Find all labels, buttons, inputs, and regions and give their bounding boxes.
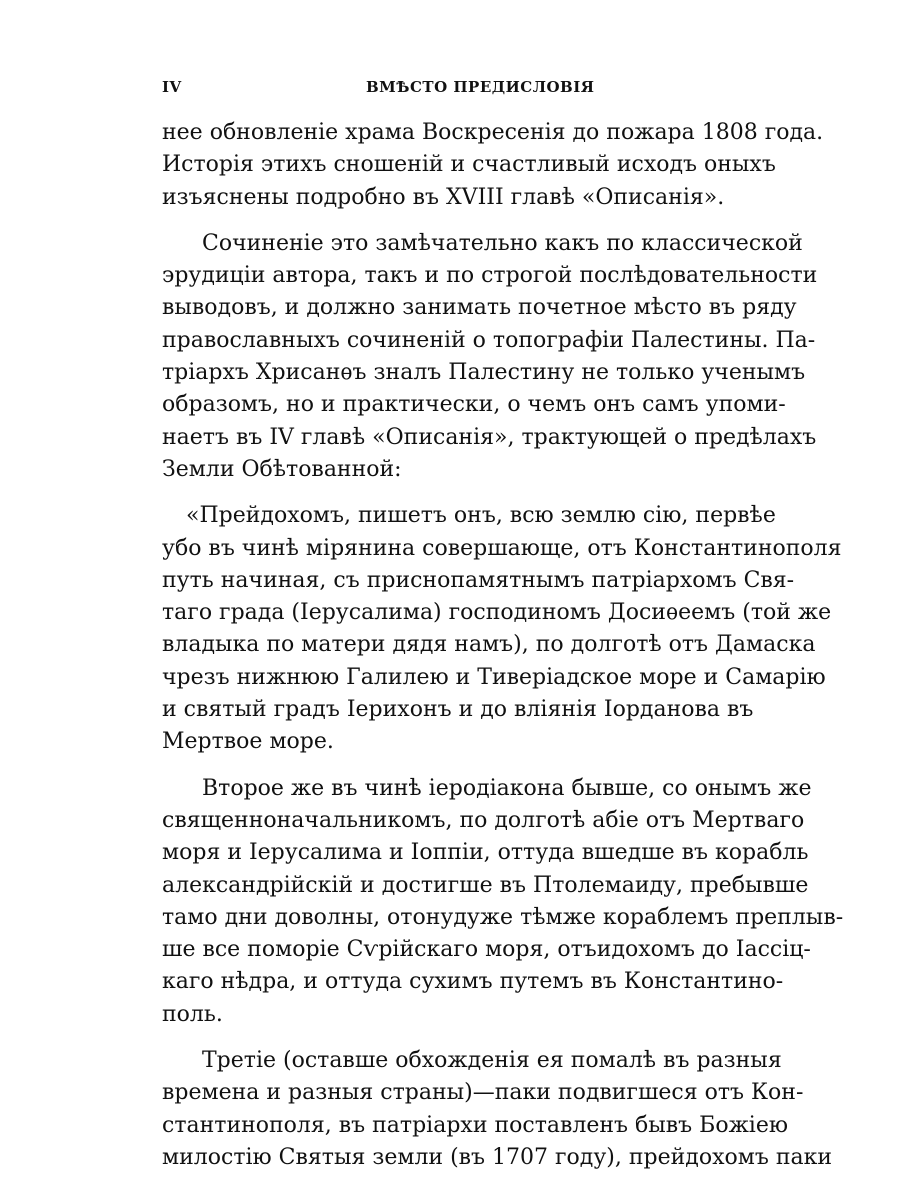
text-line: эрудиціи автора, такъ и по строгой послѣдовательности <box>162 263 818 289</box>
paragraph <box>162 1045 833 1174</box>
text-line: Исторія этихъ сношеній и счастливый исходъ оныхъ <box>162 152 776 178</box>
text-line: изъяснены подробно въ XVIII главѣ «Описанія». <box>162 184 725 210</box>
text-line: Мертвое море. <box>162 729 334 755</box>
text-line: священноначальникомъ, по долготѣ абіе отъ Мертваго <box>162 807 805 833</box>
text-line: православныхъ сочиненій о топографіи Палестины. Па- <box>162 327 816 353</box>
text-line: каго нѣдра, и оттуда сухимъ путемъ въ Константино- <box>162 969 784 995</box>
text-line: моря и Іерусалима и Іоппіи, оттуда вшедше въ корабль <box>162 840 809 866</box>
text-line: стантинополя, въ патріархи поставленъ бывъ Божіею <box>162 1112 789 1138</box>
paragraph-gap <box>162 1031 737 1045</box>
text-line: тамо дни доволны, отонудуже тѣмже кораблемъ преплыв- <box>162 904 844 930</box>
text-line: образомъ, но и практически, о чемъ онъ самъ упоми- <box>162 392 786 418</box>
text-line: и святый градъ Іерихонъ и до вліянія Іорданова въ <box>162 697 754 723</box>
text-line: чрезъ нижнюю Галилею и Тиверіадское море и Самарію <box>162 664 826 690</box>
running-title: ВМѢСТО ПРЕДИСЛОВІЯ <box>366 78 595 96</box>
text-line: милостію Святыя земли (въ 1707 году), прейдохомъ паки <box>162 1144 833 1170</box>
text-line: владыка по матери дядя намъ), по долготѣ отъ Дамаска <box>162 632 816 658</box>
text-line: Третіе (оставше обхожденія ея помалѣ въ разныя <box>202 1048 782 1074</box>
paragraph-gap <box>162 759 737 773</box>
paragraph <box>162 500 842 758</box>
page-number: IV <box>162 78 182 96</box>
text-line: поль. <box>162 1001 223 1027</box>
text-line: наетъ въ IV главѣ «Описанія», трактующей о предѣлахъ <box>162 424 817 450</box>
text-line: тріархъ Хрисанѳъ зналъ Палестину не только ученымъ <box>162 360 806 386</box>
page-header <box>162 78 737 102</box>
text-line: ше все поморіе Сѵрійскаго моря, отъидохомъ до Іассіц- <box>162 937 811 963</box>
paragraph-gap <box>162 486 737 500</box>
text-line: «Прейдохомъ, пишетъ онъ, всю землю сію, первѣе <box>186 503 776 529</box>
paragraph <box>162 117 824 214</box>
text-line: выводовъ, и должно занимать почетное мѣсто въ ряду <box>162 295 797 321</box>
text-line: путь начиная, съ приснопамятнымъ патріархомъ Свя- <box>162 567 795 593</box>
text-line: времена и разныя страны)—паки подвигшеся отъ Кон- <box>162 1080 804 1106</box>
paragraph <box>162 228 818 486</box>
paragraph-gap <box>162 214 737 228</box>
text-line: Земли Обѣтованной: <box>162 456 402 482</box>
text-line: александрійскій и достигше въ Птолемаиду, пребывше <box>162 872 809 898</box>
text-line: Второе же въ чинѣ іеродіакона бывше, со онымъ же <box>202 775 812 801</box>
text-line: Сочиненіе это замѣчательно какъ по классической <box>202 230 803 256</box>
text-line: убо въ чинѣ мірянина совершающе, отъ Константинополя <box>162 535 842 561</box>
text-line: нее обновленіе храма Воскресенія до пожара 1808 года. <box>162 120 824 145</box>
text-line: таго града (Іерусалима) господиномъ Досиѳеемъ (той же <box>162 600 832 626</box>
paragraph <box>162 773 844 1031</box>
body-text <box>162 117 844 1174</box>
